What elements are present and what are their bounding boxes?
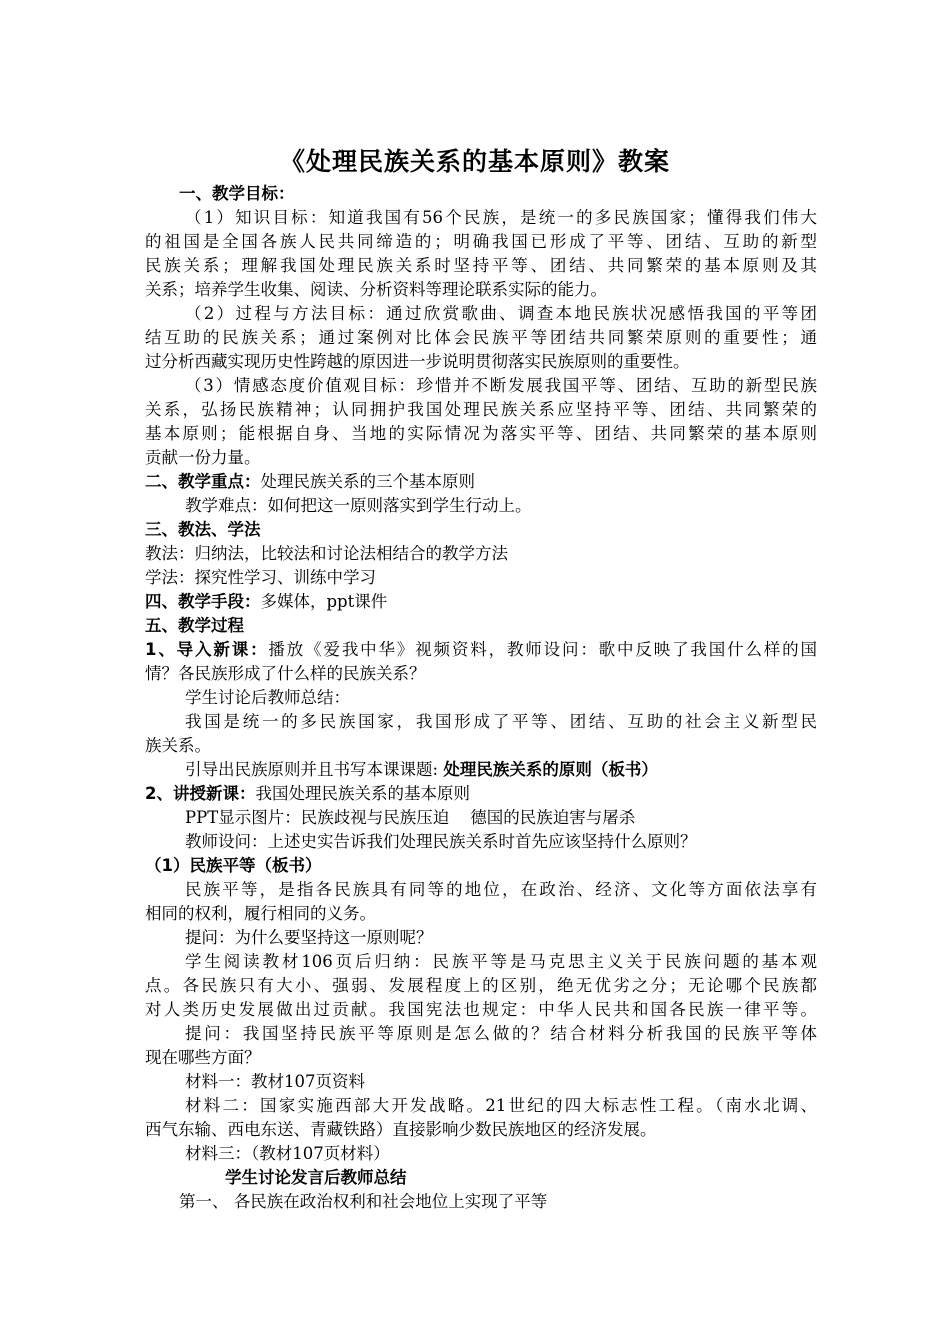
means-line [145, 590, 817, 614]
section-heading-means: 四、教学手段： [145, 592, 261, 611]
lead-line [145, 758, 817, 782]
text-line: 材料二：国家实施西部大开发战略。21世纪的四大标志性工程。（南水北调、 [185, 1096, 817, 1115]
learning-method: 学法：探究性学习、训练中学习 [145, 568, 376, 587]
key-point-text: 处理民族关系的三个基本原则 [260, 472, 475, 491]
text-line: PPT显示图片：民族歧视与民族压迫 德国的民族迫害与屠杀 [185, 808, 636, 827]
lesson-topic: 处理民族关系的原则（板书） [443, 760, 658, 779]
step1-line [145, 638, 817, 662]
text-line: 族关系。 [145, 736, 211, 755]
objective-attitude [145, 374, 817, 470]
text-line: 学生讨论后教师总结： [185, 688, 350, 707]
text-line: 第一、 各民族在政治权利和社会地位上实现了平等 [179, 1192, 548, 1211]
text-line: 教师设问：上述史实告诉我们处理民族关系时首先应该坚持什么原则？ [185, 832, 697, 851]
objective-knowledge [145, 206, 817, 302]
document-body [145, 182, 817, 1214]
text-line: 的祖国是全国各族人民共同缔造的；明确我国已形成了平等、团结、互助的新型 [145, 232, 817, 251]
teaching-method: 教法：归纳法，比较法和讨论法相结合的教学方法 [145, 544, 508, 563]
key-point-line [145, 470, 817, 494]
text-line: 关系；培养学生收集、阅读、分析资料等理论联系实际的能力。 [145, 280, 607, 299]
text-line: 提问：我国坚持民族平等原则是怎么做的？结合材料分析我国的民族平等体 [185, 1024, 817, 1043]
text-line: 点。各民族只有大小、强弱、发展程度上的区别，绝无优劣之分；无论哪个民族都 [145, 976, 817, 995]
text-line: （2）过程与方法目标：通过欣赏歌曲、调查本地民族状况感悟我国的平等团 [185, 304, 817, 323]
objective-process [145, 302, 817, 374]
text-line: 民族关系；理解我国处理民族关系时坚持平等、团结、共同繁荣的基本原则及其 [145, 256, 817, 275]
text-line: 情？各民族形成了什么样的民族关系？ [145, 664, 426, 683]
text-line: 基本原则；能根据自身、当地的实际情况为落实平等、团结、共同繁荣的基本原则 [145, 424, 817, 443]
lead-text: 引导出民族原则并且书写本课课题: [185, 760, 444, 779]
text-line: 我国是统一的多民族国家，我国形成了平等、团结、互助的社会主义新型民 [185, 712, 817, 731]
text-line: （3）情感态度价值观目标：珍惜并不断发展我国平等、团结、互助的新型民族 [185, 376, 817, 395]
text-line: 学生阅读教材106页后归纳：民族平等是马克思主义关于民族问题的基本观 [185, 952, 817, 971]
text-line: 西气东输、西电东送、青藏铁路）直接影响少数民族地区的经济发展。 [145, 1120, 657, 1139]
text-line: 结互助的民族关系；通过案例对比体会民族平等团结共同繁荣原则的重要性；通 [145, 328, 817, 347]
conclusion-heading: 学生讨论发言后教师总结 [225, 1168, 407, 1187]
text-line: 材料一：教材107页资料 [185, 1072, 365, 1091]
text-line: 现在哪些方面？ [145, 1048, 261, 1067]
difficulty-line: 教学难点：如何把这一原则落实到学生行动上。 [185, 496, 532, 515]
step1-text: 播放《爱我中华》视频资料，教师设问：歌中反映了我国什么样的国 [268, 640, 818, 659]
text-line: 提问：为什么要坚持这一原则呢？ [185, 928, 433, 947]
step2-line [145, 782, 817, 806]
section-heading-key-point: 二、教学重点： [145, 472, 261, 491]
section-heading-methods: 三、教法、学法 [145, 520, 261, 539]
text-line: 对人类历史发展做出过贡献。我国宪法也规定：中华人民共和国各民族一律平等。 [145, 1000, 817, 1019]
text-line: （1）知识目标：知道我国有56个民族，是统一的多民族国家；懂得我们伟大 [185, 208, 817, 227]
text-line: 贡献一份力量。 [145, 448, 261, 467]
section-heading-objectives: 一、教学目标： [179, 184, 295, 203]
text-line: 过分析西藏实现历史性跨越的原因进一步说明贯彻落实民族原则的重要性。 [145, 352, 690, 371]
section-heading-process: 五、教学过程 [145, 616, 244, 635]
step2-label: 2、讲授新课： [145, 784, 256, 803]
document-title: 《处理民族关系的基本原则》教案 [279, 147, 670, 176]
step1-label: 1、导入新课： [145, 640, 269, 659]
text-line: 相同的权利，履行相同的义务。 [145, 904, 376, 923]
text-line: 民族平等，是指各民族具有同等的地位，在政治、经济、文化等方面依法享有 [185, 880, 817, 899]
text-line: 关系，弘扬民族精神；认同拥护我国处理民族关系应坚持平等、团结、共同繁荣的 [145, 400, 817, 419]
means-text: 多媒体，ppt课件 [260, 592, 388, 611]
text-line: 材料三：（教材107页材料） [185, 1144, 390, 1163]
step2-text: 我国处理民族关系的基本原则 [255, 784, 470, 803]
subheading-equality: （1）民族平等（板书） [145, 856, 322, 875]
